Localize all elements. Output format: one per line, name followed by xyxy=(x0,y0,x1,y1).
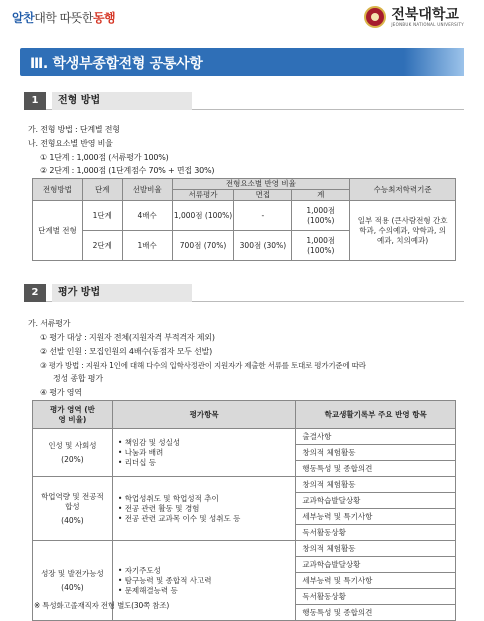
area-name: 학업역량 및 전공적합성 xyxy=(41,491,104,511)
method-cell: 단계별 전형 xyxy=(33,201,83,261)
area-name: 인성 및 사회성 xyxy=(48,440,97,450)
ratio-heading-line: 나. 전형요소별 반영 비율 xyxy=(28,139,113,148)
doc-cell: 1,000점 (100%) xyxy=(172,201,234,231)
stage-1-line: ① 1단계 : 1,000점 (서류평가 100%) xyxy=(40,153,169,162)
record-cell: 교과학습발달상황 xyxy=(296,557,456,573)
header-eval-area: 평가 영역 (반영 비율) xyxy=(33,401,113,429)
selection-count-line: ② 선발 인원 : 모집인원의 4배수(동점자 모두 선발) xyxy=(40,347,213,356)
slogan-part-1: 알찬 xyxy=(12,11,35,25)
items-cell xyxy=(112,477,296,541)
selection-method-line: 가. 전형 방법 : 단계별 전형 xyxy=(28,125,120,134)
area-cell xyxy=(33,477,113,541)
section-1-heading xyxy=(24,92,464,110)
list-item: • 책임감 및 성실성 xyxy=(118,438,296,448)
list-item: • 문제해결능력 등 xyxy=(118,586,296,596)
list-item: • 전공 관련 활동 및 경험 xyxy=(118,504,296,514)
record-cell: 출결사항 xyxy=(296,429,456,445)
area-pct: (40%) xyxy=(61,515,84,525)
stage-cell: 1단계 xyxy=(82,201,122,231)
chapter-title: Ⅲ. 학생부종합전형 공통사항 xyxy=(30,56,203,72)
header-record-items: 학교생활기록부 주요 반영 항목 xyxy=(296,401,456,429)
ratio-cell: 1배수 xyxy=(122,231,172,261)
interview-cell: - xyxy=(234,201,292,231)
section-1-number: 1 xyxy=(24,92,46,110)
record-cell: 창의적 체험활동 xyxy=(296,477,456,493)
items-cell xyxy=(112,429,296,477)
eval-method-line-cont: 정성 종합 평가 xyxy=(53,374,103,383)
total-cell: 1,000점 (100%) xyxy=(292,201,350,231)
university-name: 전북대학교 xyxy=(391,6,459,23)
header-ratio: 선발비율 xyxy=(122,179,172,201)
header-total: 계 xyxy=(292,190,350,201)
record-cell: 창의적 체험활동 xyxy=(296,541,456,557)
table-row xyxy=(33,201,456,231)
section-2-number: 2 xyxy=(24,284,46,302)
doc-eval-heading: 가. 서류평가 xyxy=(28,319,71,328)
university-english-name: JEONBUK NATIONAL UNIVERSITY xyxy=(391,21,464,27)
slogan-logo xyxy=(12,9,115,26)
area-pct: (40%) xyxy=(61,582,84,592)
ratio-cell: 4배수 xyxy=(122,201,172,231)
record-cell: 창의적 체험활동 xyxy=(296,445,456,461)
list-item: • 나눔과 배려 xyxy=(118,448,296,458)
slogan-part-2: 대학 따뜻한 xyxy=(34,11,93,25)
slogan-part-3: 동행 xyxy=(92,11,116,25)
header-doc-eval: 서류평가 xyxy=(172,190,234,201)
interview-cell: 300점 (30%) xyxy=(234,231,292,261)
page-header xyxy=(0,0,484,40)
list-item: • 탐구능력 및 종합적 사고력 xyxy=(118,576,296,586)
record-cell: 교과학습발달상황 xyxy=(296,493,456,509)
university-seal-icon xyxy=(364,6,386,28)
eval-area-heading: ④ 평가 영역 xyxy=(40,388,82,397)
stage-cell: 2단계 xyxy=(82,231,122,261)
stage-2-line: ② 2단계 : 1,000점 (1단계점수 70% + 면접 30%) xyxy=(40,166,215,175)
header-eval-items: 평가항목 xyxy=(112,401,296,429)
record-cell: 행동특성 및 종합의견 xyxy=(296,605,456,621)
section-1-label: 전형 방법 xyxy=(52,92,192,110)
selection-ratio-table xyxy=(32,178,456,261)
min-requirement-cell: 일부 적용 (큰사람전형 간호학과, 수의예과, 약학과, 의예과, 치의예과) xyxy=(350,201,456,261)
area-pct: (20%) xyxy=(61,454,84,464)
record-cell: 행동특성 및 종합의견 xyxy=(296,461,456,477)
header-method: 전형방법 xyxy=(33,179,83,201)
area-name: 성장 및 발전가능성 xyxy=(41,568,104,578)
section-2-label: 평가 방법 xyxy=(52,284,192,302)
header-element-ratio: 전형요소별 반영 비율 xyxy=(172,179,350,190)
table-row xyxy=(33,541,456,557)
eval-method-line: ③ 평가 방법 : 지원자 1인에 대해 다수의 입학사정관이 지원자가 제출한 서류를 토대로 평가기준에 따라 xyxy=(40,361,366,370)
chapter-title-bar xyxy=(20,48,464,76)
record-cell: 독서활동상황 xyxy=(296,589,456,605)
list-item: • 전공 관련 교과목 이수 및 성취도 등 xyxy=(118,514,296,524)
record-cell: 세부능력 및 특기사항 xyxy=(296,509,456,525)
table-row xyxy=(33,429,456,445)
header-min-requirement: 수능최저학력기준 xyxy=(350,179,456,201)
record-cell: 독서활동상황 xyxy=(296,525,456,541)
record-cell: 세부능력 및 특기사항 xyxy=(296,573,456,589)
doc-cell: 700점 (70%) xyxy=(172,231,234,261)
eval-area-table xyxy=(32,400,456,621)
area-cell xyxy=(33,429,113,477)
eval-target-line: ① 평가 대상 : 지원자 전체(지원자격 부적격자 제외) xyxy=(40,333,215,342)
list-item: • 리더십 등 xyxy=(118,458,296,468)
header-stage: 단계 xyxy=(82,179,122,201)
section-2-heading xyxy=(24,284,464,302)
table-row xyxy=(33,477,456,493)
header-interview: 면접 xyxy=(234,190,292,201)
university-logo xyxy=(364,6,464,28)
footnote: ※ 특성화고졸재직자 전형 별도(30쪽 참조) xyxy=(34,601,170,610)
list-item: • 학업성취도 및 학업성적 추이 xyxy=(118,494,296,504)
list-item: • 자기주도성 xyxy=(118,566,296,576)
total-cell: 1,000점 (100%) xyxy=(292,231,350,261)
